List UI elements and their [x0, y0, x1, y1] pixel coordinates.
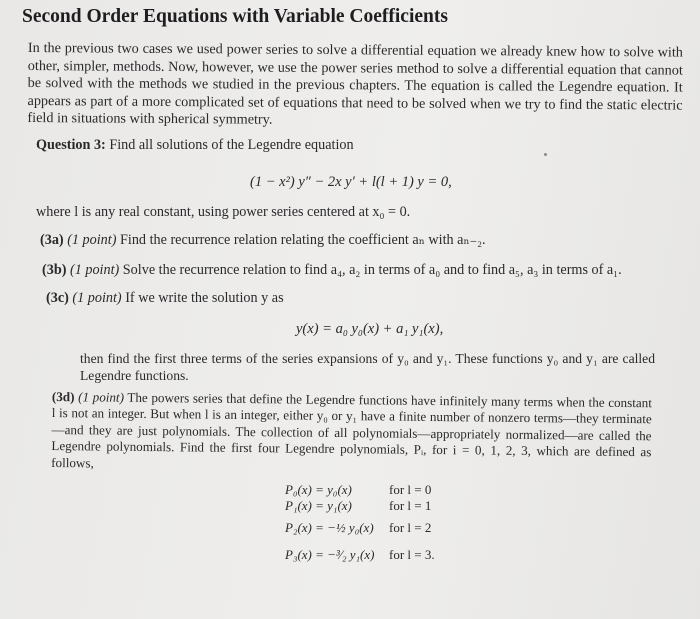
then-paragraph: then find the first three terms of the series expansions of y₀ and y₁. These functions y₀ and y₁ are called Legendre functions. — [80, 351, 655, 383]
part-3a-text: Find the recurrence relation relating the coefficient aₙ with aₙ₋₂. — [120, 232, 486, 248]
stray-mark — [544, 153, 547, 156]
part-3c — [46, 290, 284, 307]
question-3 — [36, 137, 354, 154]
question-label: Question 3: — [36, 137, 106, 153]
p0-condition: for l = 0 — [389, 482, 432, 497]
p2-definition: P₂(x) = −½ y₀(x) — [285, 520, 374, 535]
part-3b-text: Solve the recurrence relation to find a₄, a₂ in terms of a₀ and to find a₅, a₃ in terms of a₁. — [122, 262, 622, 278]
solution-equation: y(x) = a₀ y₀(x) + a₁ y₁(x), — [296, 321, 444, 337]
part-3c-points: (1 point) — [72, 290, 122, 306]
part-3b-label: (3b) — [42, 262, 67, 278]
part-3a-label: (3a) — [40, 232, 64, 248]
part-3d-points: (1 point) — [78, 389, 125, 405]
part-3a — [40, 232, 486, 249]
part-3d-label: (3d) — [51, 389, 75, 405]
p1-condition: for l = 1 — [389, 498, 432, 513]
p3-definition: P₃(x) = −³⁄₂ y₁(x) — [285, 547, 375, 562]
p1-definition: P₁(x) = y₁(x) — [285, 498, 352, 513]
intro-paragraph: In the previous two cases we used power series to solve a differential equation we already knew how to solve with other, simpler, methods. Now, however, we use the power series method to solve a differential equation that cannot be solved with the methods we studied in the previous chapters. The equation is called the Legendre equation. It appears as part of a more complicated set of equations that need to be solved when we try to find the static electric field in situations with spherical symmetry. — [27, 40, 683, 129]
page-title: Second Order Equations with Variable Coefficients — [22, 6, 448, 27]
legendre-equation: (1 − x²) y″ − 2x y′ + l(l + 1) y = 0, — [250, 174, 452, 190]
part-3c-label: (3c) — [46, 290, 69, 306]
part-3b — [42, 262, 622, 279]
p2-condition: for l = 2 — [389, 520, 432, 535]
part-3d — [51, 389, 652, 477]
part-3d-text: The powers series that define the Legendre functions have infinitely many terms when the constant l is not an integer. But when l is an integer, either y₀ or y₁ have a finite number of nonzero terms—they terminate—and they are just polynomials. The collection of all polynomials—appropriately normalized—are called the Legendre polynomials. Find the first four Legendre polynomials, Pᵢ, for i = 0, 1, 2, 3, which are defined as follows, — [51, 389, 652, 471]
where-clause: where l is any real constant, using power series centered at x₀ = 0. — [36, 204, 411, 220]
p0-definition: P₀(x) = y₀(x) — [285, 482, 352, 497]
question-text: Find all solutions of the Legendre equation — [109, 137, 354, 153]
part-3a-points: (1 point) — [67, 232, 117, 248]
part-3b-points: (1 point) — [69, 262, 120, 278]
p3-condition: for l = 3. — [389, 547, 435, 562]
part-3c-text: If we write the solution y as — [125, 290, 284, 306]
